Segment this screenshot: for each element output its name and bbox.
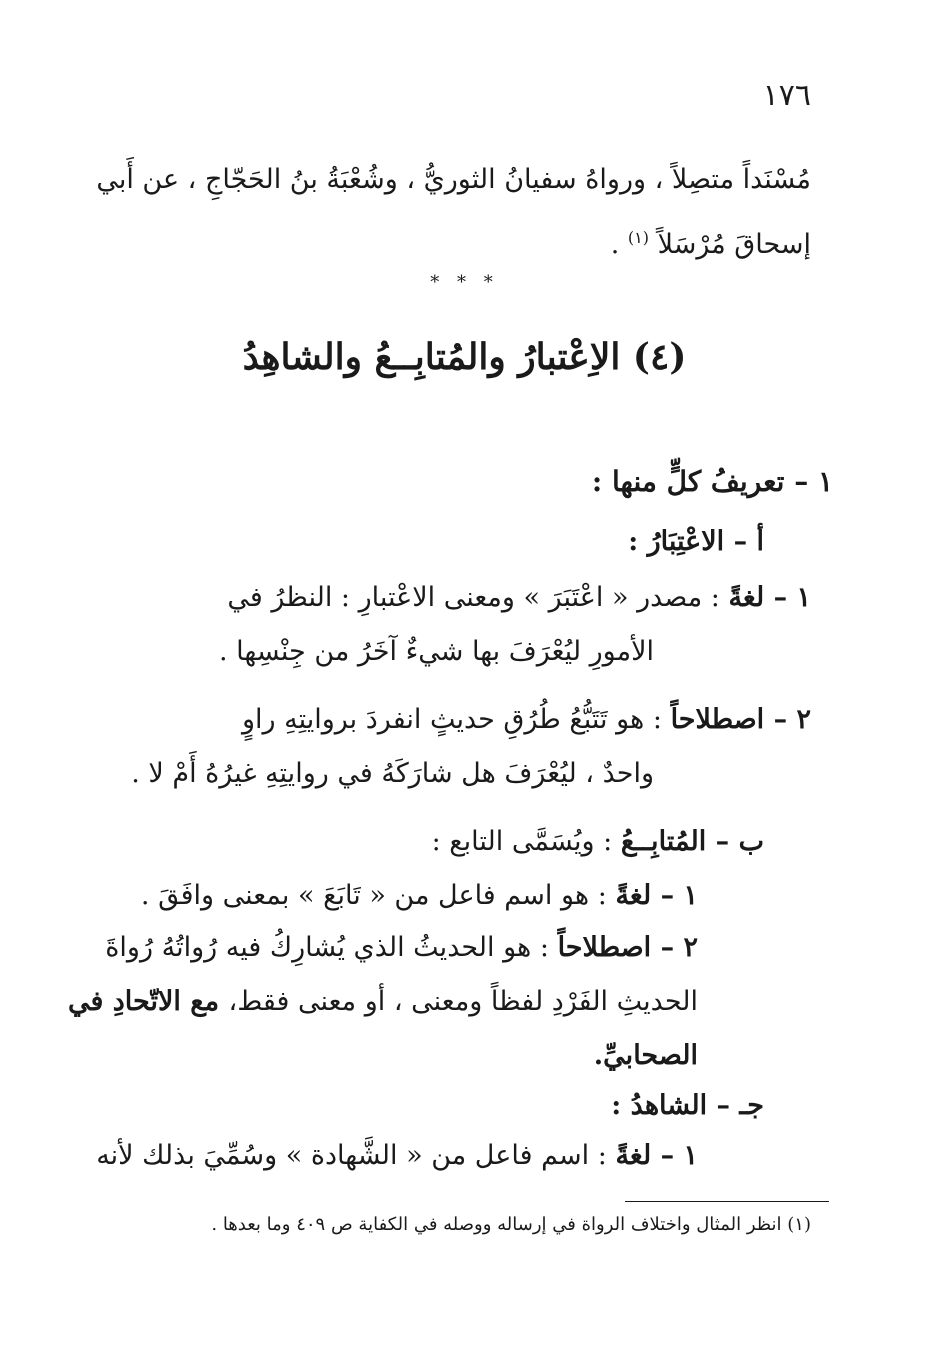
shahid-lugha-number: ١ – xyxy=(651,1140,698,1171)
itibar-lugha-line-2: الأمورِ ليُعْرَفَ بها شيءٌ آخَرُ من جِنْسِها . xyxy=(218,636,654,667)
mutabi-istilah-line-2-bold: مع الاتّحادِ في xyxy=(67,986,229,1017)
mutabi-lugha-line-1 xyxy=(141,876,698,916)
mutabi-istilah-line-2-text: الحديثِ الفَرْدِ لفظاً ومعنى ، أو معنى فقط، xyxy=(228,986,698,1017)
itibar-istilah-label: اصطلاحاً xyxy=(670,704,765,735)
shahid-lugha-text: : اسم فاعل من « الشَّهادة » وسُمِّيَ بذلك لأنه xyxy=(96,1140,616,1171)
mutabi-istilah-line-3: الصحابيِّ. xyxy=(593,1040,698,1071)
shahid-lugha-label: لغةً xyxy=(615,1140,652,1171)
mutabi-heading-prefix: ب – xyxy=(706,826,764,857)
mutabi-istilah-label: اصطلاحاً xyxy=(557,932,652,963)
section-title: (٤) الاِعْتبارُ والمُتابِــعُ والشاهِدُ xyxy=(242,336,687,378)
itibar-istilah-text: : هو تَتَبُّعُ طُرُقِ حديثٍ انفردَ بروايتِهِ راوٍ xyxy=(241,704,671,735)
intro-line-1: مُسْنَداً متصِلاً ، ورواهُ سفيانُ الثوريُّ ، وشُعْبَةُ بنُ الحَجّاجِ ، عن أَبي xyxy=(96,164,811,195)
heading-definitions: ١ – تعريفُ كلٍّ منها : xyxy=(591,465,833,498)
intro-line-2 xyxy=(611,218,811,265)
itibar-istilah-number: ٢ – xyxy=(764,704,811,735)
mutabi-istilah-line-2 xyxy=(68,982,698,1022)
mutabi-heading-rest: : ويُسَمَّى التابع : xyxy=(431,826,621,857)
mutabi-heading-term: المُتابِــعُ xyxy=(620,826,707,857)
shahid-lugha-line-1 xyxy=(96,1136,698,1176)
itibar-istilah-line-2: واحدٌ ، ليُعْرَفَ هل شارَكَهُ في روايتِهِ غيرُهُ أَمْ لا . xyxy=(131,758,654,789)
subheading-shahid: جـ – الشاهدُ : xyxy=(611,1090,764,1121)
subheading-mutabi xyxy=(432,822,764,862)
mutabi-lugha-number: ١ – xyxy=(651,880,698,911)
itibar-lugha-label: لغةً xyxy=(728,582,765,613)
itibar-lugha-number: ١ – xyxy=(764,582,811,613)
mutabi-istilah-line-1 xyxy=(105,928,698,968)
subheading-itibar: أ – الاعْتِبَارُ : xyxy=(628,526,764,557)
footnote-reference[interactable]: (١) xyxy=(627,228,649,247)
mutabi-lugha-label: لغةً xyxy=(615,880,652,911)
footnote: (١) انظر المثال واختلاف الرواة في إرساله ووصله في الكفاية ص ٤٠٩ وما بعدها . xyxy=(211,1214,811,1235)
mutabi-istilah-text: : هو الحديثُ الذي يُشارِكُ فيه رُواتُهُ رُواةَ xyxy=(105,932,558,963)
intro-line-2-end: . xyxy=(610,229,620,260)
page-number: ١٧٦ xyxy=(762,78,811,113)
itibar-lugha-line-1 xyxy=(227,578,811,618)
itibar-lugha-text: : مصدر « اعْتَبَرَ » ومعنى الاعْتبارِ : النظرُ في xyxy=(227,582,729,613)
section-separator: * * * xyxy=(430,272,499,293)
intro-line-2-text: إسحاقَ مُرْسَلاً xyxy=(657,229,811,260)
itibar-istilah-line-1 xyxy=(242,700,811,740)
mutabi-lugha-text: : هو اسم فاعل من « تَابَعَ » بمعنى وافَقَ . xyxy=(140,880,616,911)
footnote-divider xyxy=(625,1201,829,1202)
mutabi-istilah-number: ٢ – xyxy=(651,932,698,963)
